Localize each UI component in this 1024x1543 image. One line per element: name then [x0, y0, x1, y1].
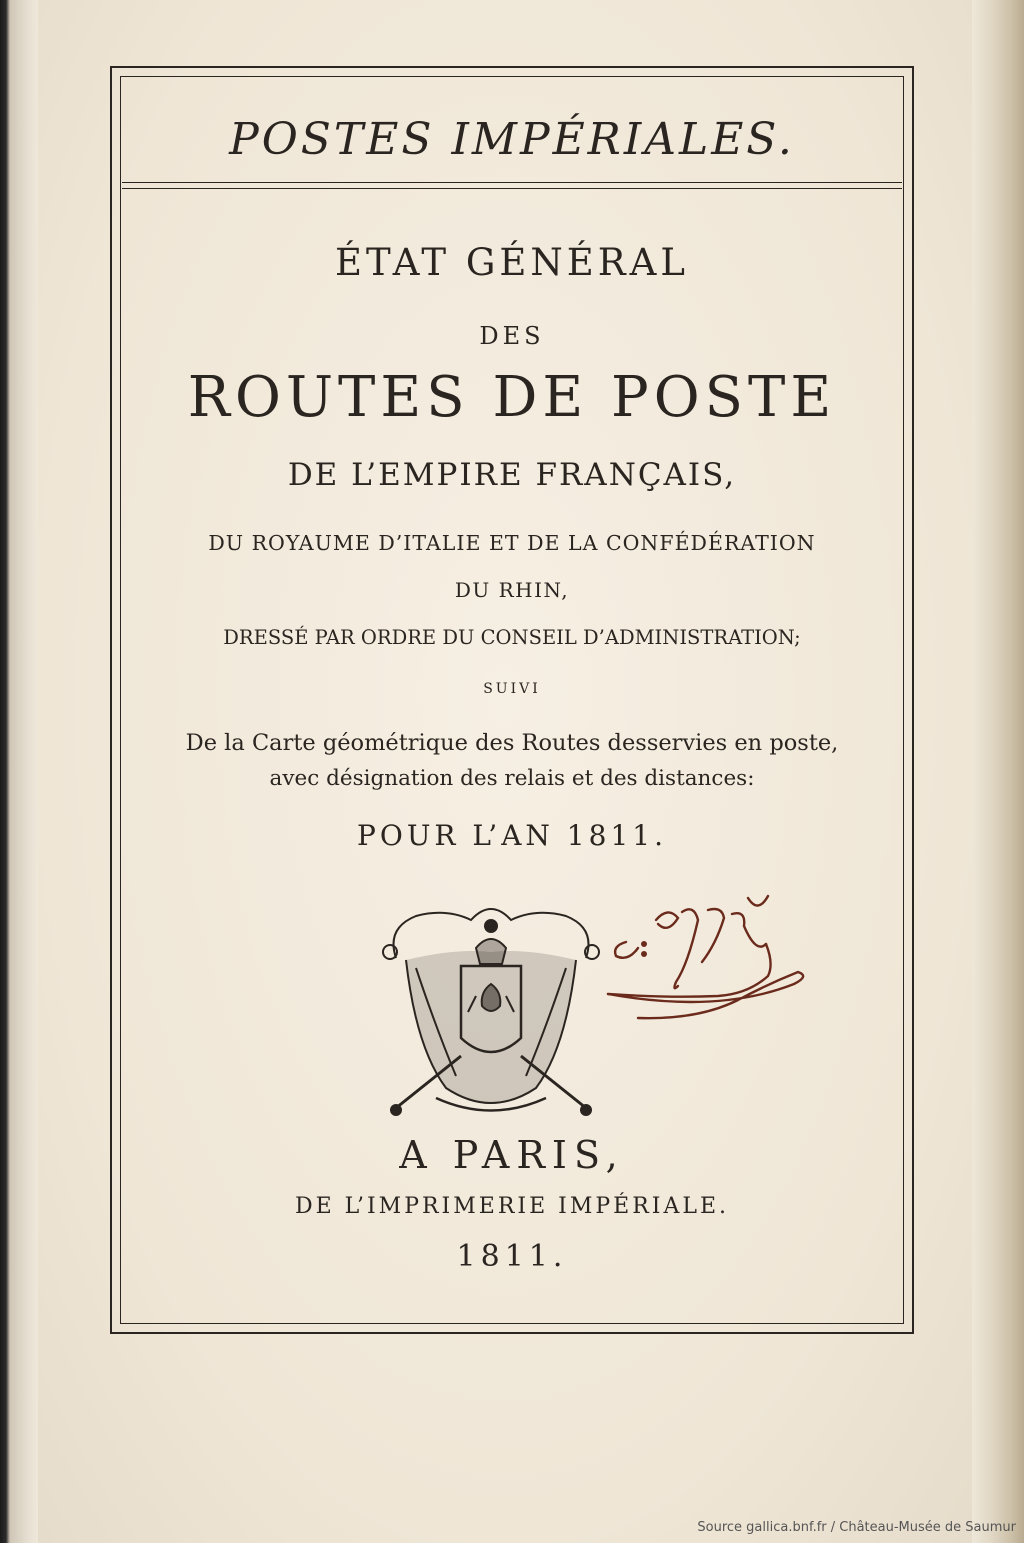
header-rule-bottom — [122, 188, 902, 189]
imprint-place: A PARIS, — [399, 1133, 625, 1177]
imprint-printer: DE L’IMPRIMERIE IMPÉRIALE. — [294, 1194, 730, 1219]
imprint-year: 1811. — [456, 1239, 568, 1274]
description-carte: De la Carte géométrique des Routes desservies en poste, — [185, 730, 839, 756]
book-spine — [0, 0, 38, 1543]
subtitle-dresse: DRESSÉ PAR ORDRE DU CONSEIL D’ADMINISTRATION; — [223, 626, 801, 649]
subtitle-rhin: DU RHIN, — [454, 578, 570, 602]
subtitle-suivi: SUIVI — [483, 681, 541, 697]
header-rule-top — [122, 182, 902, 183]
header-postes-imperiales: POSTES IMPÉRIALES. — [229, 114, 795, 165]
subtitle-empire: DE L’EMPIRE FRANÇAIS, — [287, 457, 737, 493]
title-routes-de-poste: ROUTES DE POSTE — [187, 365, 837, 430]
subtitle-royaume: DU ROYAUME D’ITALIE ET DE LA CONFÉDÉRATION — [208, 531, 816, 555]
page-fore-edge — [972, 0, 1024, 1543]
title-etat-general: ÉTAT GÉNÉRAL — [335, 241, 689, 284]
imperial-coat-of-arms-icon — [376, 888, 606, 1120]
year-line: POUR L’AN 1811. — [357, 819, 667, 852]
description-avec: avec désignation des relais et des distances: — [269, 766, 755, 791]
handwritten-signature-icon — [598, 884, 812, 1036]
source-credit: Source gallica.bnf.fr / Château-Musée de Saumur — [697, 1520, 1016, 1535]
title-des: DES — [479, 322, 545, 350]
